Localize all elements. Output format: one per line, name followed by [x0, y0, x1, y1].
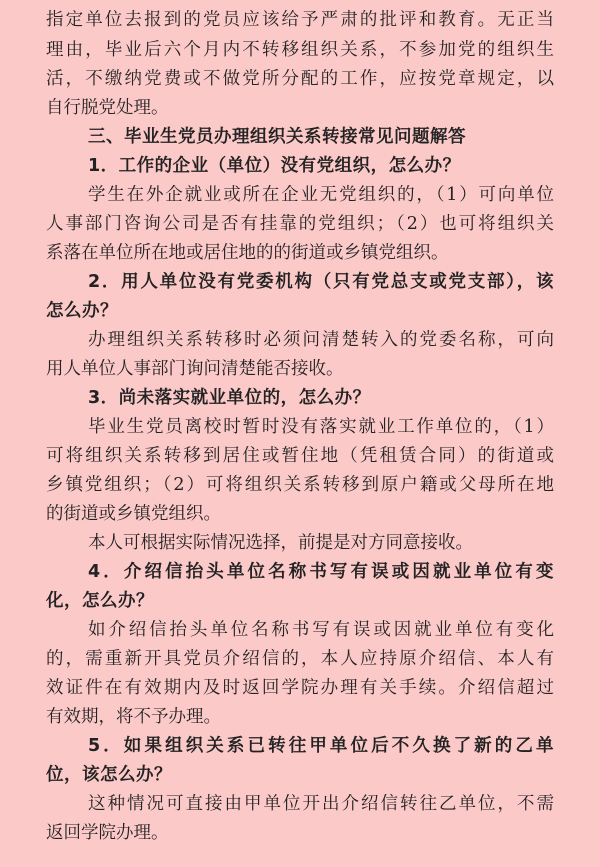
- text-line: 本人可根据实际情况选择，前提是对方同意接收。: [88, 533, 473, 553]
- text-line: 人事部门咨询公司是否有挂靠的党组织；（2）也可将组织关: [46, 214, 554, 234]
- text-line: 活，不缴纳党费或不做党所分配的工作，应按党章规定，以: [46, 69, 554, 89]
- text-line: 办理组织关系转移时必须问清楚转入的党委名称，可向: [88, 330, 554, 350]
- text-line: 的，需重新开具党员介绍信的，本人应持原介绍信、本人有: [46, 649, 554, 669]
- section-heading: 三、毕业生党员办理组织关系转接常见问题解答: [88, 127, 466, 147]
- question-heading: 3．尚未落实就业单位的，怎么办？: [88, 388, 371, 408]
- text-line: 这种情况可直接由甲单位开出介绍信转往乙单位，不需: [88, 794, 554, 814]
- text-line: 返回学院办理。: [46, 823, 169, 843]
- text-line: 指定单位去报到的党员应该给予严肃的批评和教育。无正当: [46, 10, 554, 30]
- text-line: 效证件在有效期内及时返回学院办理有关手续。介绍信超过: [46, 678, 554, 698]
- question-heading: 化，怎么办？: [46, 591, 154, 611]
- text-line: 如介绍信抬头单位名称书写有误或因就业单位有变化: [88, 620, 554, 640]
- text-line: 系落在单位所在地或居住地的的街道或乡镇党组织。: [46, 243, 449, 263]
- question-heading: 4．介绍信抬头单位名称书写有误或因就业单位有变: [88, 562, 554, 582]
- text-line: 理由，毕业后六个月内不转移组织关系，不参加党的组织生: [46, 40, 554, 60]
- text-line: 有效期，将不予办理。: [46, 707, 221, 727]
- text-line: 自行脱党处理。: [46, 98, 169, 118]
- question-heading: 位，该怎么办？: [46, 765, 172, 785]
- text-line: 学生在外企就业或所在企业无党组织的，（1）可向单位: [88, 185, 554, 205]
- question-heading: 怎么办？: [46, 301, 118, 321]
- text-line: 的街道或乡镇党组织。: [46, 504, 221, 524]
- text-line: 乡镇党组织；（2）可将组织关系转移到原户籍或父母所在地: [46, 475, 554, 495]
- text-line: 毕业生党员离校时暂时没有落实就业工作单位的，（1）: [88, 417, 554, 437]
- text-line: 可将组织关系转移到居住或暂住地（凭租赁合同）的街道或: [46, 446, 554, 466]
- question-heading: 5．如果组织关系已转往甲单位后不久换了新的乙单: [88, 736, 554, 756]
- question-heading: 1．工作的企业（单位）没有党组织，怎么办？: [88, 156, 461, 176]
- text-line: 用人单位人事部门询问清楚能否接收。: [46, 359, 344, 379]
- question-heading: 2．用人单位没有党委机构（只有党总支或党支部），该: [88, 272, 554, 292]
